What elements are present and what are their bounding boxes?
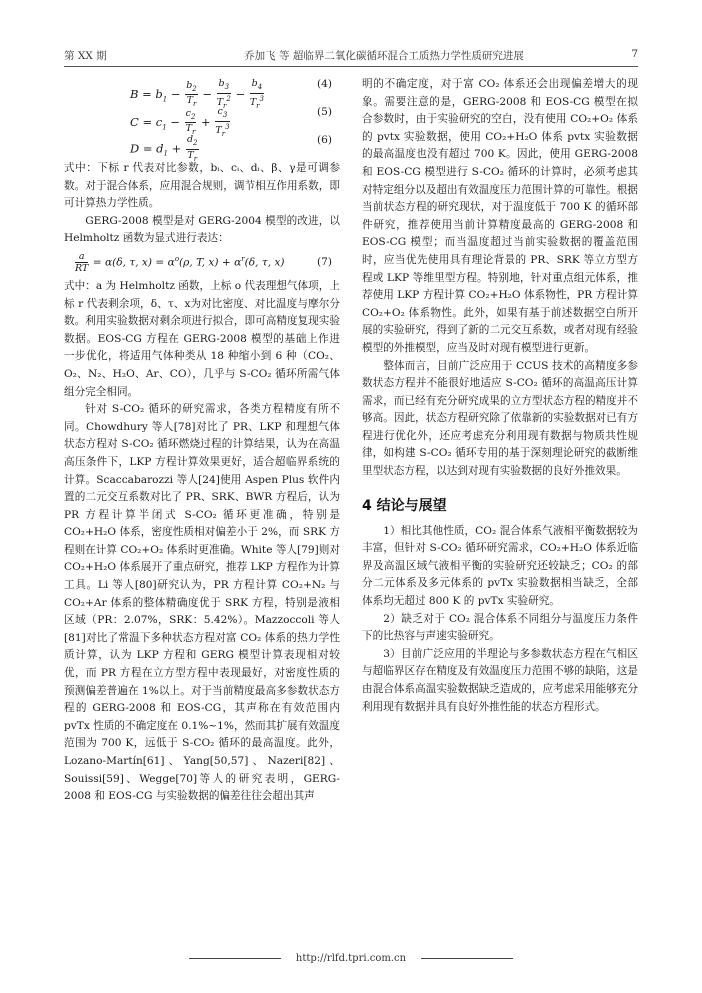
footer-rule-right [421, 958, 513, 959]
equation-4: $B = b_1$ − $\frac{b_2}{T_r}$ − $\frac{b_3}{T_r^2}$ − $\frac{b_4}{T_r^3}$ (4) [130, 78, 332, 110]
page-number: 7 [631, 48, 638, 60]
equation-number: (4) [316, 78, 332, 90]
equation-6: $D = d_1$ + $\frac{d_2}{T_r}$ (6) [130, 134, 332, 163]
issue-number: 第 XX 期 [64, 50, 107, 62]
paragraph: 明的不确定度，对于富 CO₂ 体系还会出现偏差增大的现象。需要注意的是，GERG-2008 和 EOS-CG 模型在拟合参数时，由于实验研究的空白，没有使用 CO₂+O₂ 体系的 pvtx 实验数据，使用 CO₂+H₂O 体系 pvtx 实验数据的最高温度也没有超过 700 K。因此，使用 GERG-2008 和 EOS-CG 模型进行 S-CO₂ 循环的计算时，必须考虑其对特定组分以及超出有效温度压力范围计算的可靠性。根据当前状态方程的研究现状，对于温度低于 700 K 的循环部件研究，推荐使用当前计算精度最高的 GERG-2008 和 EOS-CG 模型；而当温度超过当前实验数据的覆盖范围时，应当优先使用具有理论背景的 PR、SRK 等立方型方程或 LKP 等维里型方程。特别地，针对重点组元体系，推荐使用 LKP 方程计算 CO₂+H₂O 体系物性，PR 方程计算 CO₂+O₂ 体系物性。此外，如果有基于前述数据空白所开展的实验研究，得到了新的二元交互系数，或者对现有经验模型的外推模型，应当及时对现有模型进行更新。 [362, 78, 638, 354]
header-rule [64, 66, 638, 67]
equation-7: $\frac{a}{RT}$ = α(δ, τ, $x) = \alpha^o(\rho$, T, $x) + \alpha^r(\delta$, τ, x) (7) [75, 250, 332, 274]
left-column [64, 76, 340, 806]
right-column [362, 76, 638, 716]
running-header [64, 48, 638, 64]
journal-url[interactable]: http://rlfd.tpri.com.cn [295, 953, 407, 964]
conclusion-item: 1）相比其他性质，CO₂ 混合体系气液相平衡数据较为丰富，但针对 S-CO₂ 循环研究需求，CO₂+H₂O 体系近临界及高温区域气液相平衡的实验研究还较缺乏；CO₂ 的部分二元体系及多元体系的 pvTx 实验数据相当缺乏，全部体系均无超过 800 K 的 pvTx 实验研究。 [362, 524, 638, 608]
equation-number: (7) [316, 255, 332, 268]
conclusion-item: 3）目前广泛应用的半理论与多参数状态方程在气相区与超临界区存在精度及有效温度压力范围不够的缺陷，这是由混合体系高温实验数据缺乏造成的，应考虑采用能够充分利用现有数据并具有良好外推性能的状态方程形式。 [362, 647, 638, 713]
conclusion-item: 2）缺乏对于 CO₂ 混合体系不同组分与温度压力条件下的比热容与声速实验研究。 [362, 612, 638, 643]
page-footer [64, 953, 638, 967]
running-title: 乔加飞 等 超临界二氧化碳循环混合工质热力学性质研究进展 [244, 50, 524, 62]
paragraph: 式中：a 为 Helmholtz 函数，上标 o 代表理想气体项，上标 r 代表剩余项，δ、τ、x为对比密度、对比温度与摩尔分数。利用实验数据对剩余项进行拟合，即可高精度复现实验数据。EOS-CG 方程在 GERG-2008 模型的基础上作进一步优化，将适用气体种类从 18 种缩小到 6 种（CO₂、O₂、N₂、H₂O、Ar、CO），几乎与 S-CO₂ 循环所需气体组分完全相同。 [64, 279, 340, 398]
equation-number: (6) [316, 134, 332, 146]
equation-5: $C = c_1$ − $\frac{c_2}{T_r}$ + $\frac{c_3}{T_r^3}$ (5) [130, 106, 332, 138]
section-heading: 4 结论与展望 [362, 497, 447, 514]
paragraph: 针对 S-CO₂ 循环的研究需求，各类方程精度有所不同。Chowdhury 等人[78]对比了 PR、LKP 和理想气体状态方程对 S-CO₂ 循环燃烧过程的计算结果，认为在高温高压条件下，LKP 方程计算效果更好，适合超临界系统的计算。Scaccabarozzi 等人[24]使用 Aspen Plus 软件内置的二元交互系数对比了 PR、SRK、BWR 方程后，认为 PR 方程计算半闭式 S-CO₂ 循环更准确，特别是 CO₂+H₂O 体系，密度性质相对偏差小于 2%，而 SRK 方程则在计算 CO₂+O₂ 体系时更准确。White 等人[79]则对 CO₂+H₂O 体系展开了重点研究，推荐 LKP 方程作为计算工具。Li 等人[80]研究认为，PR 方程计算 CO₂+N₂ 与 CO₂+Ar 体系的整体精确度优于 SRK 方程，特别是液相区域（PR：2.07%，SRK：5.42%）。Mazzoccoli 等人[81]对比了常温下多种状态方程对富 CO₂ 体系的热力学性质计算，认为 LKP 方程和 GERG 模型计算表现相对较优，而 PR 方程在立方型方程中表现最好，对密度性质的预测偏差普遍在 1%以上。对于当前精度最高多参数状态方程的 GERG-2008 和 EOS-CG，其声称在有效范围内 pvTx 性质的不确定度在 0.1%~1%，然而其扩展有效温度范围为 700 K，远低于 S-CO₂ 循环的最高温度。此外，Lozano-Martín[61]、Yang[50,57]、Nazeri[82]、Souissi[59]、Wegge[70]等人的研究表明，GERG-2008 和 EOS-CG 与实验数据的偏差往往会超出其声 [64, 403, 340, 803]
footer-rule-left [189, 958, 281, 959]
equation-number: (5) [316, 106, 332, 118]
paragraph: GERG-2008 模型是对 GERG-2004 模型的改进，以 Helmholtz 函数为显式进行表达： [64, 214, 340, 245]
paragraph: 整体而言，目前广泛应用于 CCUS 技术的高精度多参数状态方程并不能很好地适应 S-CO₂ 循环的高温高压计算需求，而已经有充分研究成果的立方型状态方程的精度并不够高。因此，状态方程研究除了依靠新的实验数据对已有方程进行优化外，还应考虑充分利用现有数据与物质共性规律，如构建 S-CO₂ 循环专用的基于深刻理论研究的截断维里型状态方程，以达到对现有实验数据的良好外推效果。 [362, 359, 638, 478]
paragraph: 式中：下标 r 代表对比参数，bᵢ、cᵢ、dᵢ、β、γ是可调参数。对于混合体系，应用混合规则，调节相互作用系数，即可计算热力学性质。 [64, 162, 340, 210]
